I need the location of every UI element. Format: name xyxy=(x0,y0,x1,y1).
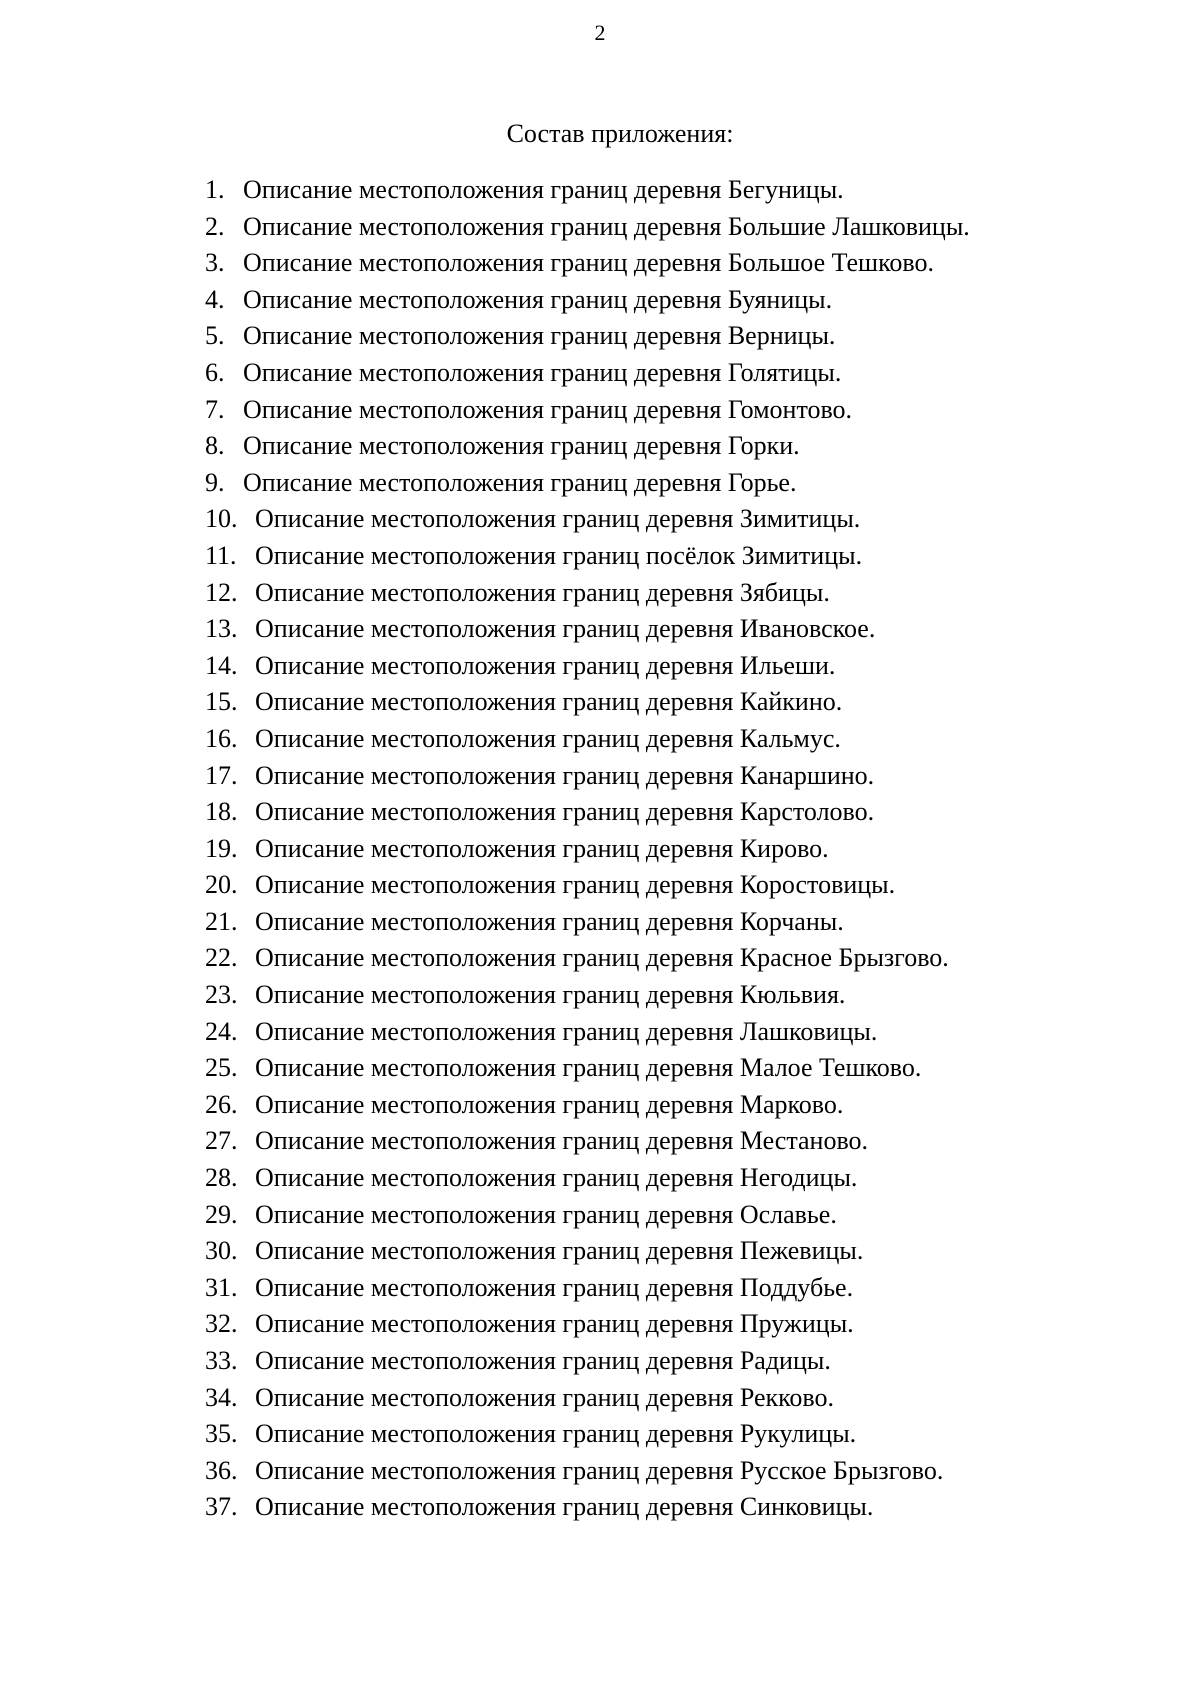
list-item xyxy=(205,1197,970,1234)
list-item xyxy=(205,501,970,538)
list-item xyxy=(205,794,970,831)
list-item-text: Описание местоположения границ деревня Канаршино. xyxy=(255,760,875,790)
list-item xyxy=(205,538,970,575)
list-item-number: 9. xyxy=(205,467,225,497)
list-item-text: Описание местоположения границ деревня Русское Брызгово. xyxy=(255,1455,944,1485)
list-item xyxy=(205,611,970,648)
list-item-text: Описание местоположения границ деревня Гомонтово. xyxy=(243,394,853,424)
list-item-text: Описание местоположения границ деревня Пружицы. xyxy=(255,1309,854,1339)
list-item-text: Описание местоположения границ деревня Бегуницы. xyxy=(243,175,844,204)
list-item xyxy=(205,940,970,977)
list-item-number: 13. xyxy=(205,614,238,644)
list-item-text: Описание местоположения границ деревня Марково. xyxy=(255,1089,844,1119)
list-item-number: 15. xyxy=(205,687,238,717)
list-item-number: 28. xyxy=(205,1163,238,1193)
list-item-text: Описание местоположения границ деревня Корчаны. xyxy=(255,906,844,936)
list-item xyxy=(205,392,970,429)
list-item-number: 31. xyxy=(205,1272,238,1302)
list-item xyxy=(205,1123,970,1160)
list-item xyxy=(205,282,970,319)
list-item xyxy=(205,904,970,941)
list-item-number: 26. xyxy=(205,1089,238,1119)
list-item xyxy=(205,318,970,355)
list-item-text: Описание местоположения границ деревня Голятицы. xyxy=(243,357,842,387)
list-item-number: 37. xyxy=(205,1492,238,1522)
list-item-number: 30. xyxy=(205,1236,238,1266)
list-item-text: Описание местоположения границ деревня Синковицы. xyxy=(255,1492,874,1522)
list-item-text: Описание местоположения границ деревня Негодицы. xyxy=(255,1163,858,1193)
list-item-number: 20. xyxy=(205,870,238,900)
list-item-text: Описание местоположения границ посёлок Зимитицы. xyxy=(255,540,863,570)
list-item-text: Описание местоположения границ деревня Ильеши. xyxy=(255,650,836,680)
list-item-number: 1. xyxy=(205,175,225,204)
list-item xyxy=(205,1087,970,1124)
list-item xyxy=(205,1233,970,1270)
list-item-number: 32. xyxy=(205,1309,238,1339)
list-item xyxy=(205,758,970,795)
list-item-text: Описание местоположения границ деревня Кюльвия. xyxy=(255,980,846,1010)
list-item xyxy=(205,355,970,392)
list-item-text: Описание местоположения границ деревня Рукулицы. xyxy=(255,1419,857,1449)
list-item xyxy=(205,1014,970,1051)
list-item xyxy=(205,1416,970,1453)
list-item-number: 23. xyxy=(205,980,238,1010)
list-item-number: 22. xyxy=(205,943,238,973)
list-item-number: 18. xyxy=(205,797,238,827)
list-item xyxy=(205,1343,970,1380)
list-item xyxy=(205,428,970,465)
list-item xyxy=(205,684,970,721)
list-item-number: 6. xyxy=(205,357,225,387)
list-item-text: Описание местоположения границ деревня Карстолово. xyxy=(255,797,875,827)
list-item-number: 5. xyxy=(205,321,225,351)
list-item-text: Описание местоположения границ деревня Местаново. xyxy=(255,1126,869,1156)
list-item xyxy=(205,245,970,282)
list-item-number: 24. xyxy=(205,1016,238,1046)
list-item-number: 17. xyxy=(205,760,238,790)
list-item-text: Описание местоположения границ деревня Большие Лашковицы. xyxy=(243,211,970,241)
list-item-text: Описание местоположения границ деревня Кирово. xyxy=(255,833,829,863)
list-item xyxy=(205,1270,970,1307)
list-item xyxy=(205,172,970,209)
list-item xyxy=(205,465,970,502)
list-item-number: 21. xyxy=(205,906,238,936)
document-heading: Состав приложения: xyxy=(506,119,734,148)
list-item-text: Описание местоположения границ деревня Малое Тешково. xyxy=(255,1053,922,1083)
list-item-number: 14. xyxy=(205,650,238,680)
list-item-number: 36. xyxy=(205,1455,238,1485)
list-item-text: Описание местоположения границ деревня Зимитицы. xyxy=(255,504,861,534)
list-item-number: 27. xyxy=(205,1126,238,1156)
list-item-number: 33. xyxy=(205,1346,238,1375)
list-item-text: Описание местоположения границ деревня Большое Тешково. xyxy=(243,248,934,278)
list-item-text: Описание местоположения границ деревня Радицы. xyxy=(255,1346,831,1375)
list-item-text: Описание местоположения границ деревня Горье. xyxy=(243,467,797,497)
list-item-text: Описание местоположения границ деревня Пежевицы. xyxy=(255,1236,864,1266)
list-item-number: 2. xyxy=(205,211,225,241)
list-item-number: 16. xyxy=(205,723,238,753)
list-item-number: 11. xyxy=(205,540,237,570)
list-item-number: 12. xyxy=(205,577,238,607)
list-item-number: 19. xyxy=(205,833,238,863)
list-item-number: 35. xyxy=(205,1419,238,1449)
list-item-number: 29. xyxy=(205,1199,238,1229)
list-item xyxy=(205,575,970,612)
list-item-text: Описание местоположения границ деревня Кальмус. xyxy=(255,723,841,753)
attachment-list xyxy=(205,172,970,1526)
list-item-text: Описание местоположения границ деревня Ивановское. xyxy=(255,614,876,644)
list-item-number: 4. xyxy=(205,284,225,314)
list-item xyxy=(205,867,970,904)
list-item-number: 25. xyxy=(205,1053,238,1083)
list-item-number: 3. xyxy=(205,248,225,278)
list-item xyxy=(205,1489,970,1526)
list-item xyxy=(205,1306,970,1343)
list-item-number: 10. xyxy=(205,504,238,534)
list-item xyxy=(205,1160,970,1197)
list-item xyxy=(205,977,970,1014)
list-item-text: Описание местоположения границ деревня Лашковицы. xyxy=(255,1016,878,1046)
list-item xyxy=(205,1453,970,1490)
list-item-text: Описание местоположения границ деревня Рекково. xyxy=(255,1382,835,1412)
list-item xyxy=(205,721,970,758)
list-item-text: Описание местоположения границ деревня Красное Брызгово. xyxy=(255,943,949,973)
list-item-number: 8. xyxy=(205,431,225,461)
list-item xyxy=(205,831,970,868)
list-item-text: Описание местоположения границ деревня Верницы. xyxy=(243,321,836,351)
list-item xyxy=(205,209,970,246)
list-item-text: Описание местоположения границ деревня Буяницы. xyxy=(243,284,833,314)
list-item xyxy=(205,1050,970,1087)
list-item xyxy=(205,648,970,685)
page-number: 2 xyxy=(594,20,606,45)
list-item-text: Описание местоположения границ деревня Поддубье. xyxy=(255,1272,854,1302)
list-item-number: 7. xyxy=(205,394,225,424)
list-item-text: Описание местоположения границ деревня Коростовицы. xyxy=(255,870,896,900)
list-item-text: Описание местоположения границ деревня Зябицы. xyxy=(255,577,830,607)
list-item-number: 34. xyxy=(205,1382,238,1412)
list-item-text: Описание местоположения границ деревня Ославье. xyxy=(255,1199,837,1229)
list-item-text: Описание местоположения границ деревня Кайкино. xyxy=(255,687,843,717)
list-item xyxy=(205,1380,970,1417)
list-item-text: Описание местоположения границ деревня Горки. xyxy=(243,431,800,461)
